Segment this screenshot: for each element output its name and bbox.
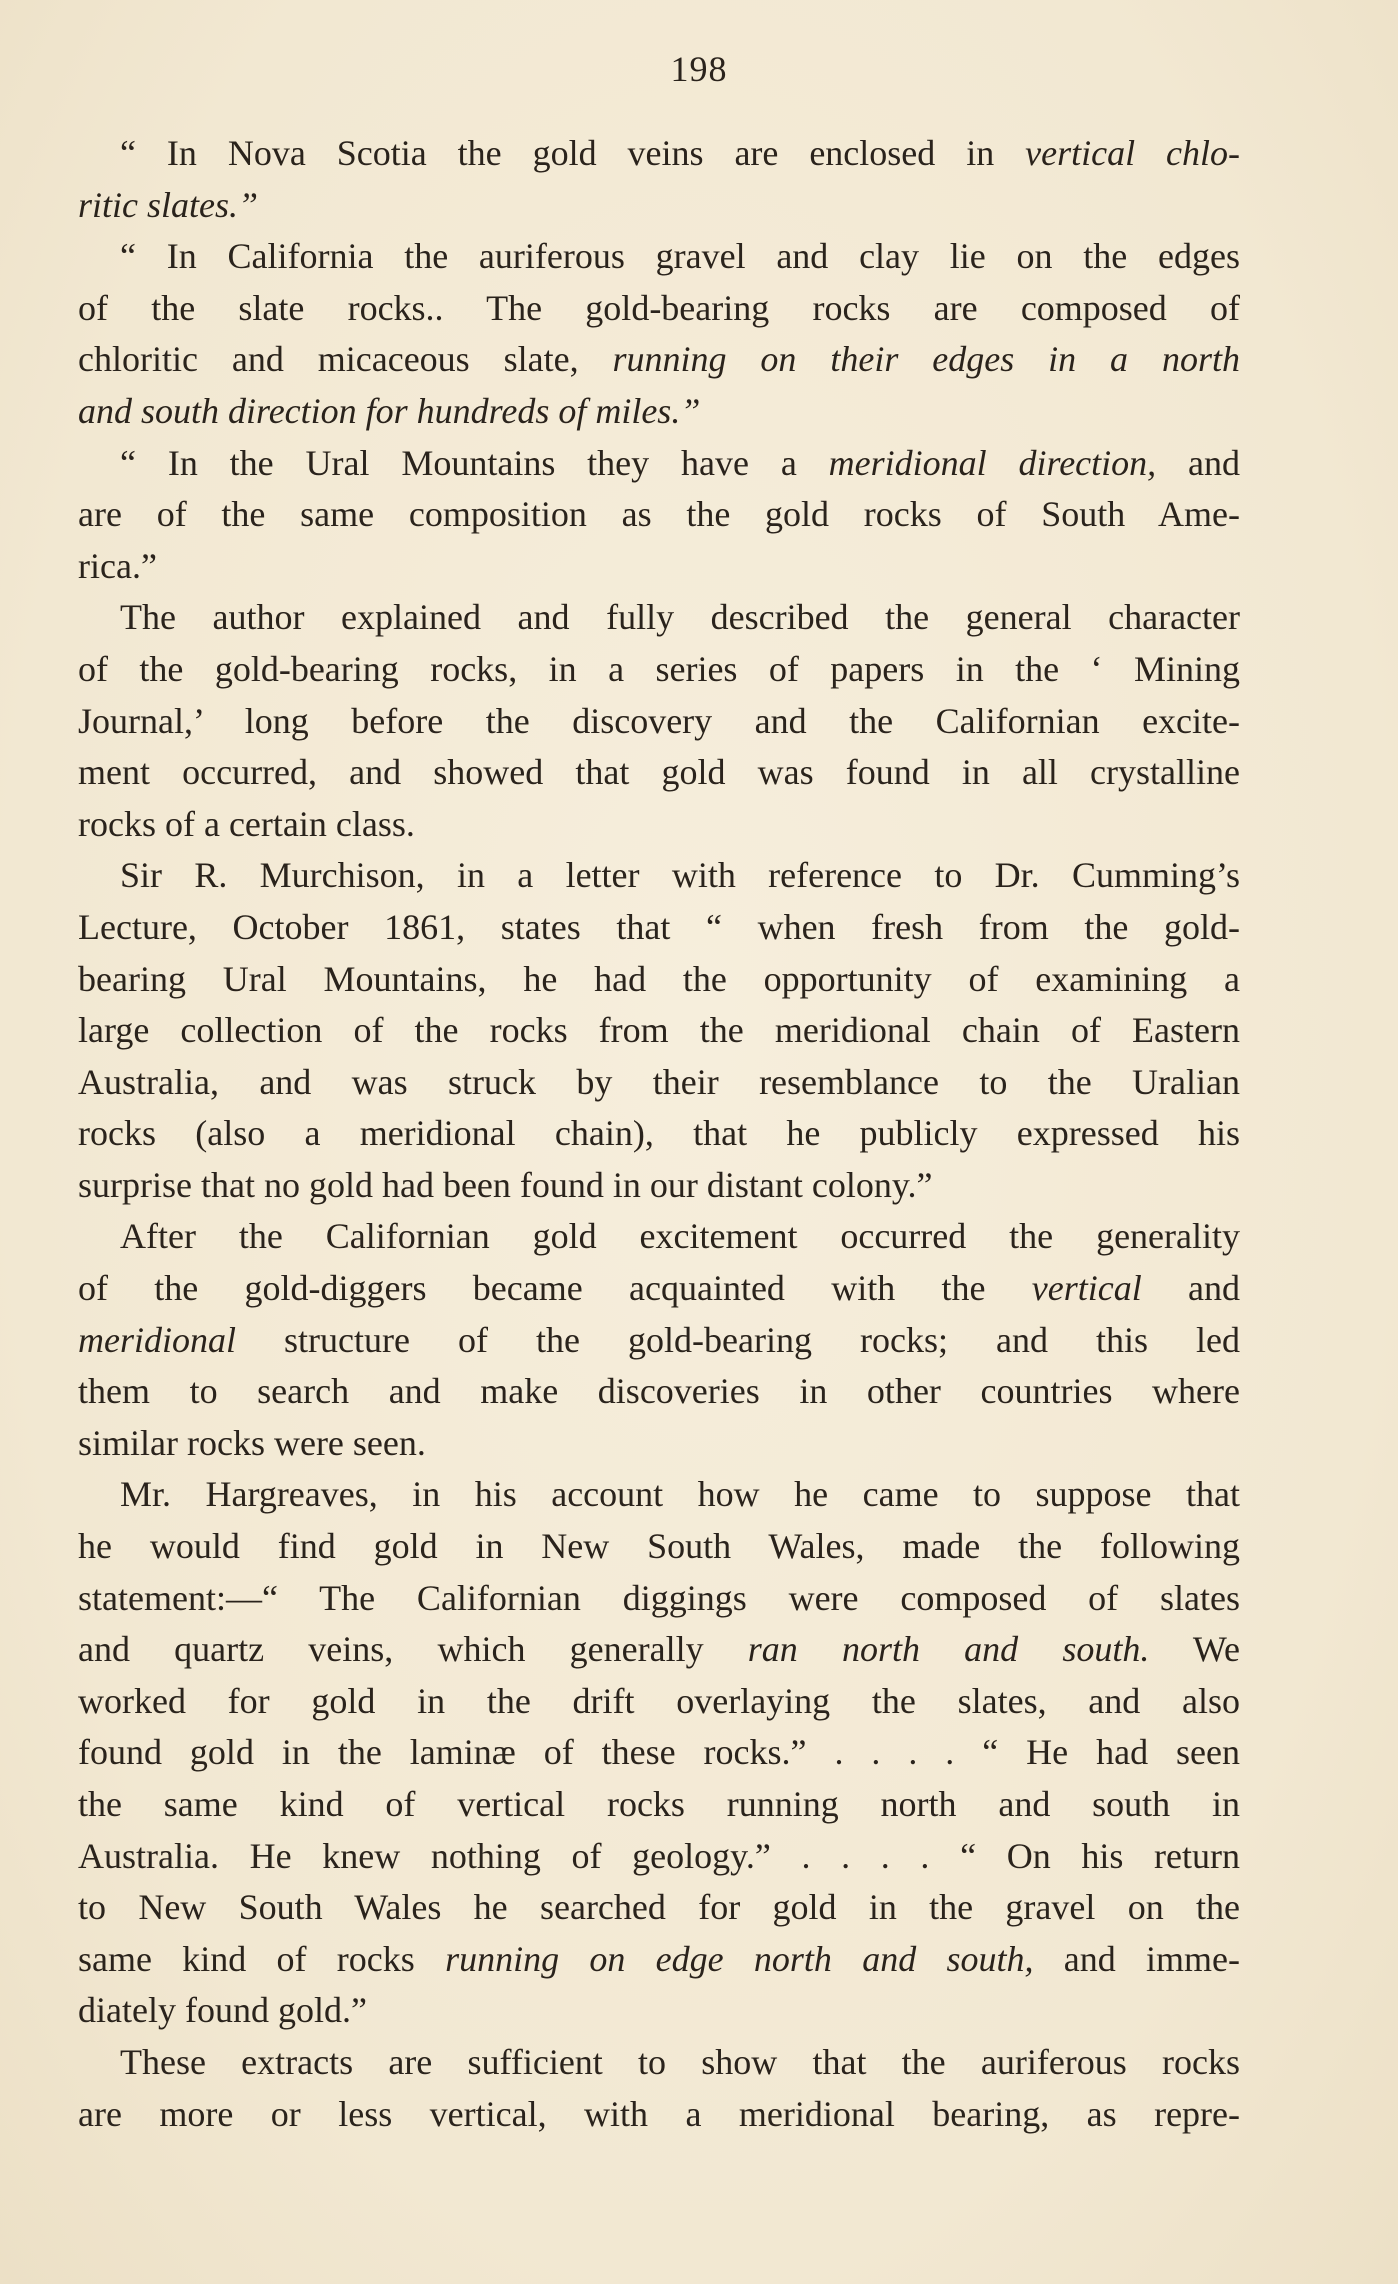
text-line [78,1366,1240,1418]
text-run: We [1149,1629,1240,1670]
text-run: Sir R. Murchison, in a letter with reference to Dr. Cumming’s [120,855,1240,896]
text-run: the same kind of vertical rocks running north and south in [78,1784,1240,1824]
text-line [78,1160,1240,1212]
text-run: and [1141,1268,1240,1309]
text-run: bearing Ural Mountains, he had the opportunity of examining a [78,958,1240,999]
text-run: large collection of the rocks from the meridional chain of Eastern [78,1010,1240,1051]
italic-text-run: and south direction for hundreds of miles.” [78,390,701,431]
text-line [78,1263,1240,1315]
text-line [78,850,1240,902]
text-run: worked for gold in the drift overlaying the slates, and also [78,1680,1240,1721]
text-run: found gold in the laminæ of these rocks.” . . . . “ He had seen [78,1732,1240,1773]
text-line [78,644,1240,696]
text-line [78,1882,1240,1934]
text-line [78,1005,1240,1057]
text-line [78,1521,1240,1573]
text-run: Australia. He knew nothing of geology.” . . . . “ On his return [78,1835,1240,1876]
text-run: “ In the Ural Mountains they have a [120,442,829,483]
text-line [78,1831,1240,1883]
italic-text-run: ran north and south. [747,1629,1150,1670]
italic-text-run: ritic slates.” [78,184,259,225]
italic-text-run: meridional direction, [828,442,1157,483]
text-line [78,799,1240,851]
text-line [78,438,1240,490]
text-line [78,1779,1240,1831]
text-run: “ In California the auriferous gravel and clay lie on the edges [120,236,1240,277]
text-run: and quartz veins, which generally [78,1629,748,1670]
text-line [78,2089,1240,2141]
text-run: rica.” [78,545,157,586]
text-line [78,1108,1240,1160]
italic-text-run: running on their edges in a north [612,339,1240,380]
text-run: are of the same composition as the gold rocks of South Ame- [78,494,1240,535]
text-line [78,489,1240,541]
text-line [78,1624,1240,1676]
text-line [78,1469,1240,1521]
text-run: chloritic and micaceous slate, [78,339,613,380]
text-run: “ In Nova Scotia the gold veins are enclosed in [120,133,1026,173]
text-line [78,954,1240,1006]
text-line [78,1934,1240,1986]
text-run: structure of the gold-bearing rocks; and this led [236,1319,1240,1360]
text-run: similar rocks were seen. [78,1422,426,1463]
paragraph [78,231,1240,437]
text-line [78,231,1240,283]
text-run: of the gold-diggers became acquainted with the [78,1268,1032,1309]
text-line [78,902,1240,954]
italic-text-run: running on edge north and south, [445,1938,1034,1979]
text-run: rocks (also a meridional chain), that he publicly expressed his [78,1113,1240,1154]
text-line [78,1211,1240,1263]
text-line [78,180,1240,232]
italic-text-run: vertical chlo- [1025,133,1240,173]
text-run: These extracts are sufficient to show that the auriferous rocks [120,2041,1240,2082]
text-line [78,541,1240,593]
italic-text-run: meridional [78,1319,236,1360]
text-run: Australia, and was struck by their resemblance to the Uralian [78,1061,1240,1102]
text-run: of the gold-bearing rocks, in a series of papers in the ‘ Mining [78,648,1240,689]
text-line [78,1573,1240,1625]
text-run: them to search and make discoveries in other countries where [78,1371,1240,1412]
text-line [78,1315,1240,1367]
text-run: Lecture, October 1861, states that “ when fresh from the gold- [78,906,1240,947]
text-line [78,128,1240,180]
text-run: are more or less vertical, with a meridional bearing, as repre- [78,2093,1240,2134]
text-run: he would find gold in New South Wales, made the following [78,1526,1240,1567]
text-run: ment occurred, and showed that gold was found in all crystalline [78,752,1240,793]
text-run: and imme- [1033,1938,1241,1979]
text-line [78,747,1240,799]
text-run: statement:—“ The Californian diggings were composed of slates [78,1577,1240,1618]
text-line [78,2037,1240,2089]
text-run: Mr. Hargreaves, in his account how he came to suppose that [120,1474,1240,1515]
text-line [78,696,1240,748]
text-line [78,592,1240,644]
text-line [78,1676,1240,1728]
text-run: The author explained and fully described the general character [120,597,1240,638]
paragraph [78,128,1240,231]
text-line [78,1985,1240,2037]
text-run: rocks of a certain class. [78,803,415,844]
text-run: of the slate rocks.. The gold-bearing rocks are composed of [78,287,1240,328]
text-line [78,1057,1240,1109]
page-number: 198 [670,49,728,89]
italic-text-run: vertical [1031,1268,1142,1309]
text-run: same kind of rocks [78,1938,446,1979]
text-run: After the Californian gold excitement occurred the generality [120,1216,1240,1257]
paragraph [78,438,1240,593]
text-run: surprise that no gold had been found in our distant colony.” [78,1164,933,1205]
text-line [78,283,1240,335]
text-line [78,386,1240,438]
body-text [78,128,1240,2140]
paragraph [78,592,1240,850]
text-line [78,1418,1240,1470]
text-line [78,1727,1240,1779]
text-run: Journal,’ long before the discovery and the Californian excite- [78,700,1240,741]
text-line [78,334,1240,386]
text-run: diately found gold.” [78,1990,367,2031]
text-run: to New South Wales he searched for gold in the gravel on the [78,1887,1240,1928]
paragraph [78,1211,1240,1469]
paragraph [78,850,1240,1211]
text-run: and [1156,442,1240,483]
paragraph [78,1469,1240,2037]
paragraph [78,2037,1240,2140]
